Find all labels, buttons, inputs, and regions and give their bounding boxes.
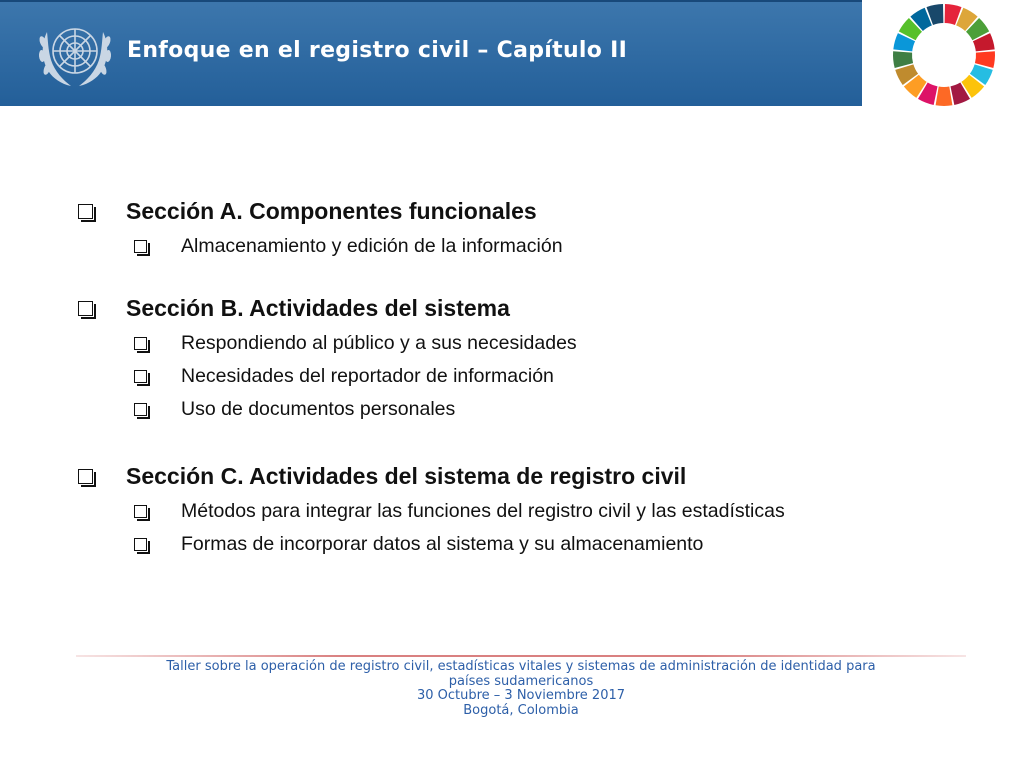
section-item: Necesidades del reportador de información (181, 365, 554, 387)
checkbox-bullet-icon (134, 505, 147, 518)
section-item: Almacenamiento y edición de la información (181, 235, 563, 257)
footer-workshop-title-cont: países sudamericanos (448, 673, 594, 689)
section-c (78, 463, 785, 556)
checkbox-bullet-icon (134, 337, 147, 350)
checkbox-bullet-icon (134, 370, 147, 383)
footer-location: Bogotá, Colombia (463, 702, 579, 718)
section-item: Métodos para integrar las funciones del registro civil y las estadísticas (181, 500, 785, 522)
checkbox-bullet-icon (78, 301, 93, 316)
checkbox-bullet-icon (78, 469, 93, 484)
footer (76, 660, 966, 718)
section-heading: Sección B. Actividades del sistema (126, 295, 510, 321)
section-b (78, 295, 577, 421)
section-heading: Sección C. Actividades del sistema de registro civil (126, 463, 687, 489)
checkbox-bullet-icon (134, 240, 147, 253)
footer-divider (76, 655, 966, 657)
checkbox-bullet-icon (134, 538, 147, 551)
checkbox-bullet-icon (78, 204, 93, 219)
footer-workshop-title: Taller sobre la operación de registro civil, estadísticas vitales y sistemas de administración de identidad para (166, 659, 876, 674)
section-heading: Sección A. Componentes funcionales (126, 198, 537, 224)
footer-dates: 30 Octubre – 3 Noviembre 2017 (416, 688, 626, 703)
checkbox-bullet-icon (134, 403, 147, 416)
section-a (78, 198, 563, 258)
section-item: Uso de documentos personales (181, 398, 456, 420)
section-item: Formas de incorporar datos al sistema y su almacenamiento (181, 533, 704, 555)
slide-title: Enfoque en el registro civil – Capítulo II (127, 38, 628, 63)
section-item: Respondiendo al público y a sus necesidades (181, 332, 577, 354)
